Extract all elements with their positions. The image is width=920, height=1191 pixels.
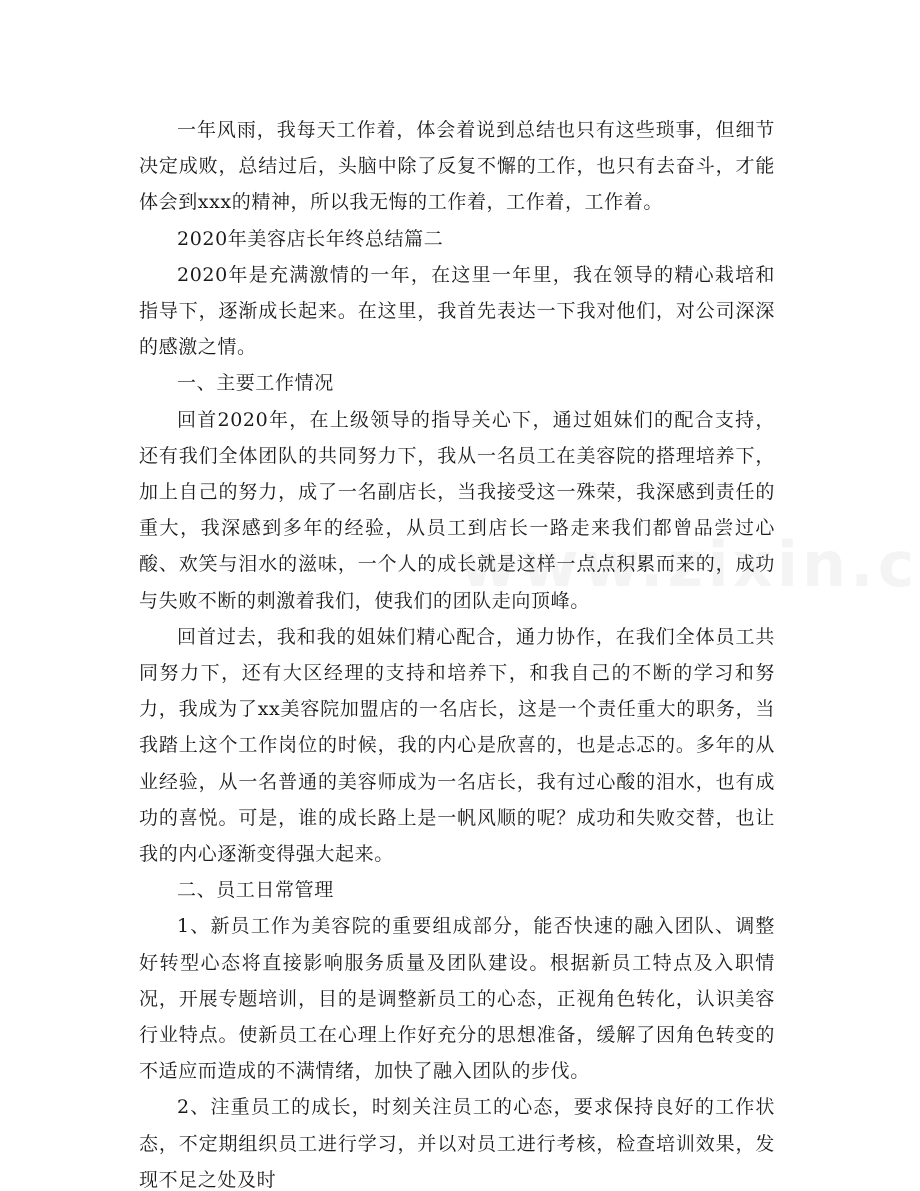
paragraph-item-1: 1、新员工作为美容院的重要组成部分，能否快速的融入团队、调整好转型心态将直接影响服务质量及团队建设。根据新员工特点及入职情况，开展专题培训，目的是调整新员工的心态，正视角色转化，认识美容行业特点。使新员工在心理上作好充分的思想准备，缓解了因角色转变的不适应而造成的不满情绪，加快了融入团队的步伐。 [139,915,775,1083]
document-body [139,112,775,1191]
paragraph-intro: 2020年是充满激情的一年，在这里一年里，我在领导的精心栽培和指导下，逐渐成长起来。在这里，我首先表达一下我对他们，对公司深深的感激之情。 [139,263,775,359]
section-heading-article-two: 2020年美容店长年终总结篇二 [177,227,444,250]
paragraph-1: 一年风雨，我每天工作着，体会着说到总结也只有这些琐事，但细节决定成败，总结过后，头脑中除了反复不懈的工作，也只有去奋斗，才能体会到xxx的精神，所以我无悔的工作着，工作着，工作着。 [139,119,775,214]
section-heading-main-work: 一、主要工作情况 [177,372,334,395]
paragraph-review-2020: 回首2020年，在上级领导的指导关心下，通过姐妹们的配合支持，还有我们全体团队的共同努力下，我从一名员工在美容院的搭理培养下，加上自己的努力，成了一名副店长，当我接受这一殊荣，我深感到责任的重大，我深感到多年的经验，从员工到店长一路走来我们都曾品尝过心酸、欢笑与泪水的滋味，一个人的成长就是这样一点点积累而来的，成功与失败不断的刺激着我们，使我们的团队走向顶峰。 [139,408,775,612]
paragraph-item-2: 2、注重员工的成长，时刻关注员工的心态，要求保持良好的工作状态，不定期组织员工进行学习，并以对员工进行考核，检查培训效果，发现不足之处及时 [139,1096,775,1191]
paragraph-review-past: 回首过去，我和我的姐妹们精心配合，通力协作，在我们全体员工共同努力下，还有大区经理的支持和培养下，和我自己的不断的学习和努力，我成为了xx美容院加盟店的一名店长，这是一个责任重大的职务，当我踏上这个工作岗位的时候，我的内心是欣喜的，也是忐忑的。多年的从业经验，从一名普通的美容师成为一名店长，我有过心酸的泪水，也有成功的喜悦。可是，谁的成长路上是一帆风顺的呢？成功和失败交替，也让我的内心逐渐变得强大起来。 [139,625,775,866]
section-heading-staff-management: 二、员工日常管理 [177,879,334,902]
